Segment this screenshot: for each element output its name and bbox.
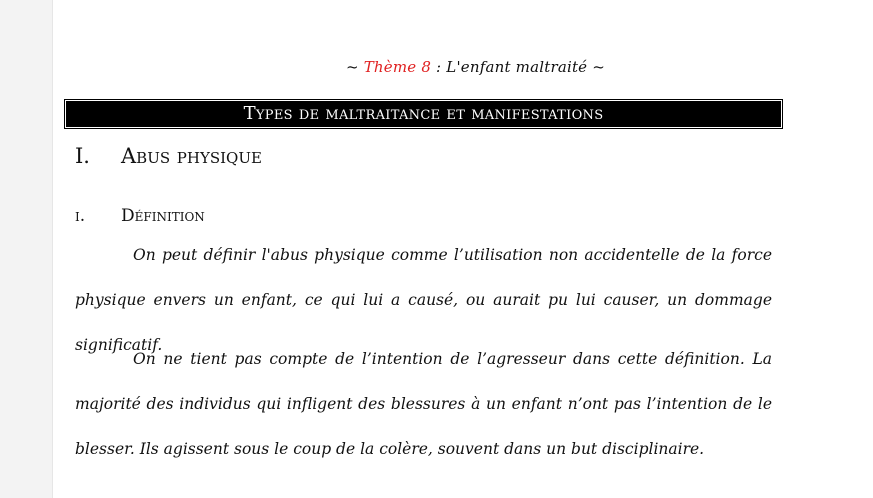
subsection-heading — [75, 206, 205, 226]
header-separator: : — [431, 58, 447, 76]
header-suffix: ~ — [587, 58, 606, 76]
theme-title: L'enfant maltraité — [446, 58, 588, 76]
theme-header — [53, 58, 873, 76]
document-page — [53, 0, 873, 498]
paragraph-text: On peut définir l'abus physique comme l’utilisation non accidentelle de la force physique envers un enfant, ce qui lui a causé, ou aurait pu lui causer, un dommage significatif. — [75, 246, 772, 354]
section-number: I. — [75, 144, 90, 168]
subsection-number: i. — [75, 206, 86, 226]
page-margin-gutter — [0, 0, 53, 498]
banner-title: Types de maltraitance et manifestations — [66, 101, 781, 127]
section-heading — [75, 144, 262, 168]
paragraph-2 — [75, 337, 772, 472]
section-title: Abus physique — [121, 144, 262, 168]
theme-label: Thème 8 — [363, 58, 432, 76]
header-prefix: ~ — [345, 58, 364, 76]
subsection-title: Définition — [121, 206, 205, 226]
paragraph-text: On ne tient pas compte de l’intention de l’agresseur dans cette définition. La majorité des individus qui infligent des blessures à un enfant n’ont pas l’intention de le blesser. Ils agissent sous le coup de la colère, souvent dans un but disciplinaire. — [75, 350, 772, 458]
